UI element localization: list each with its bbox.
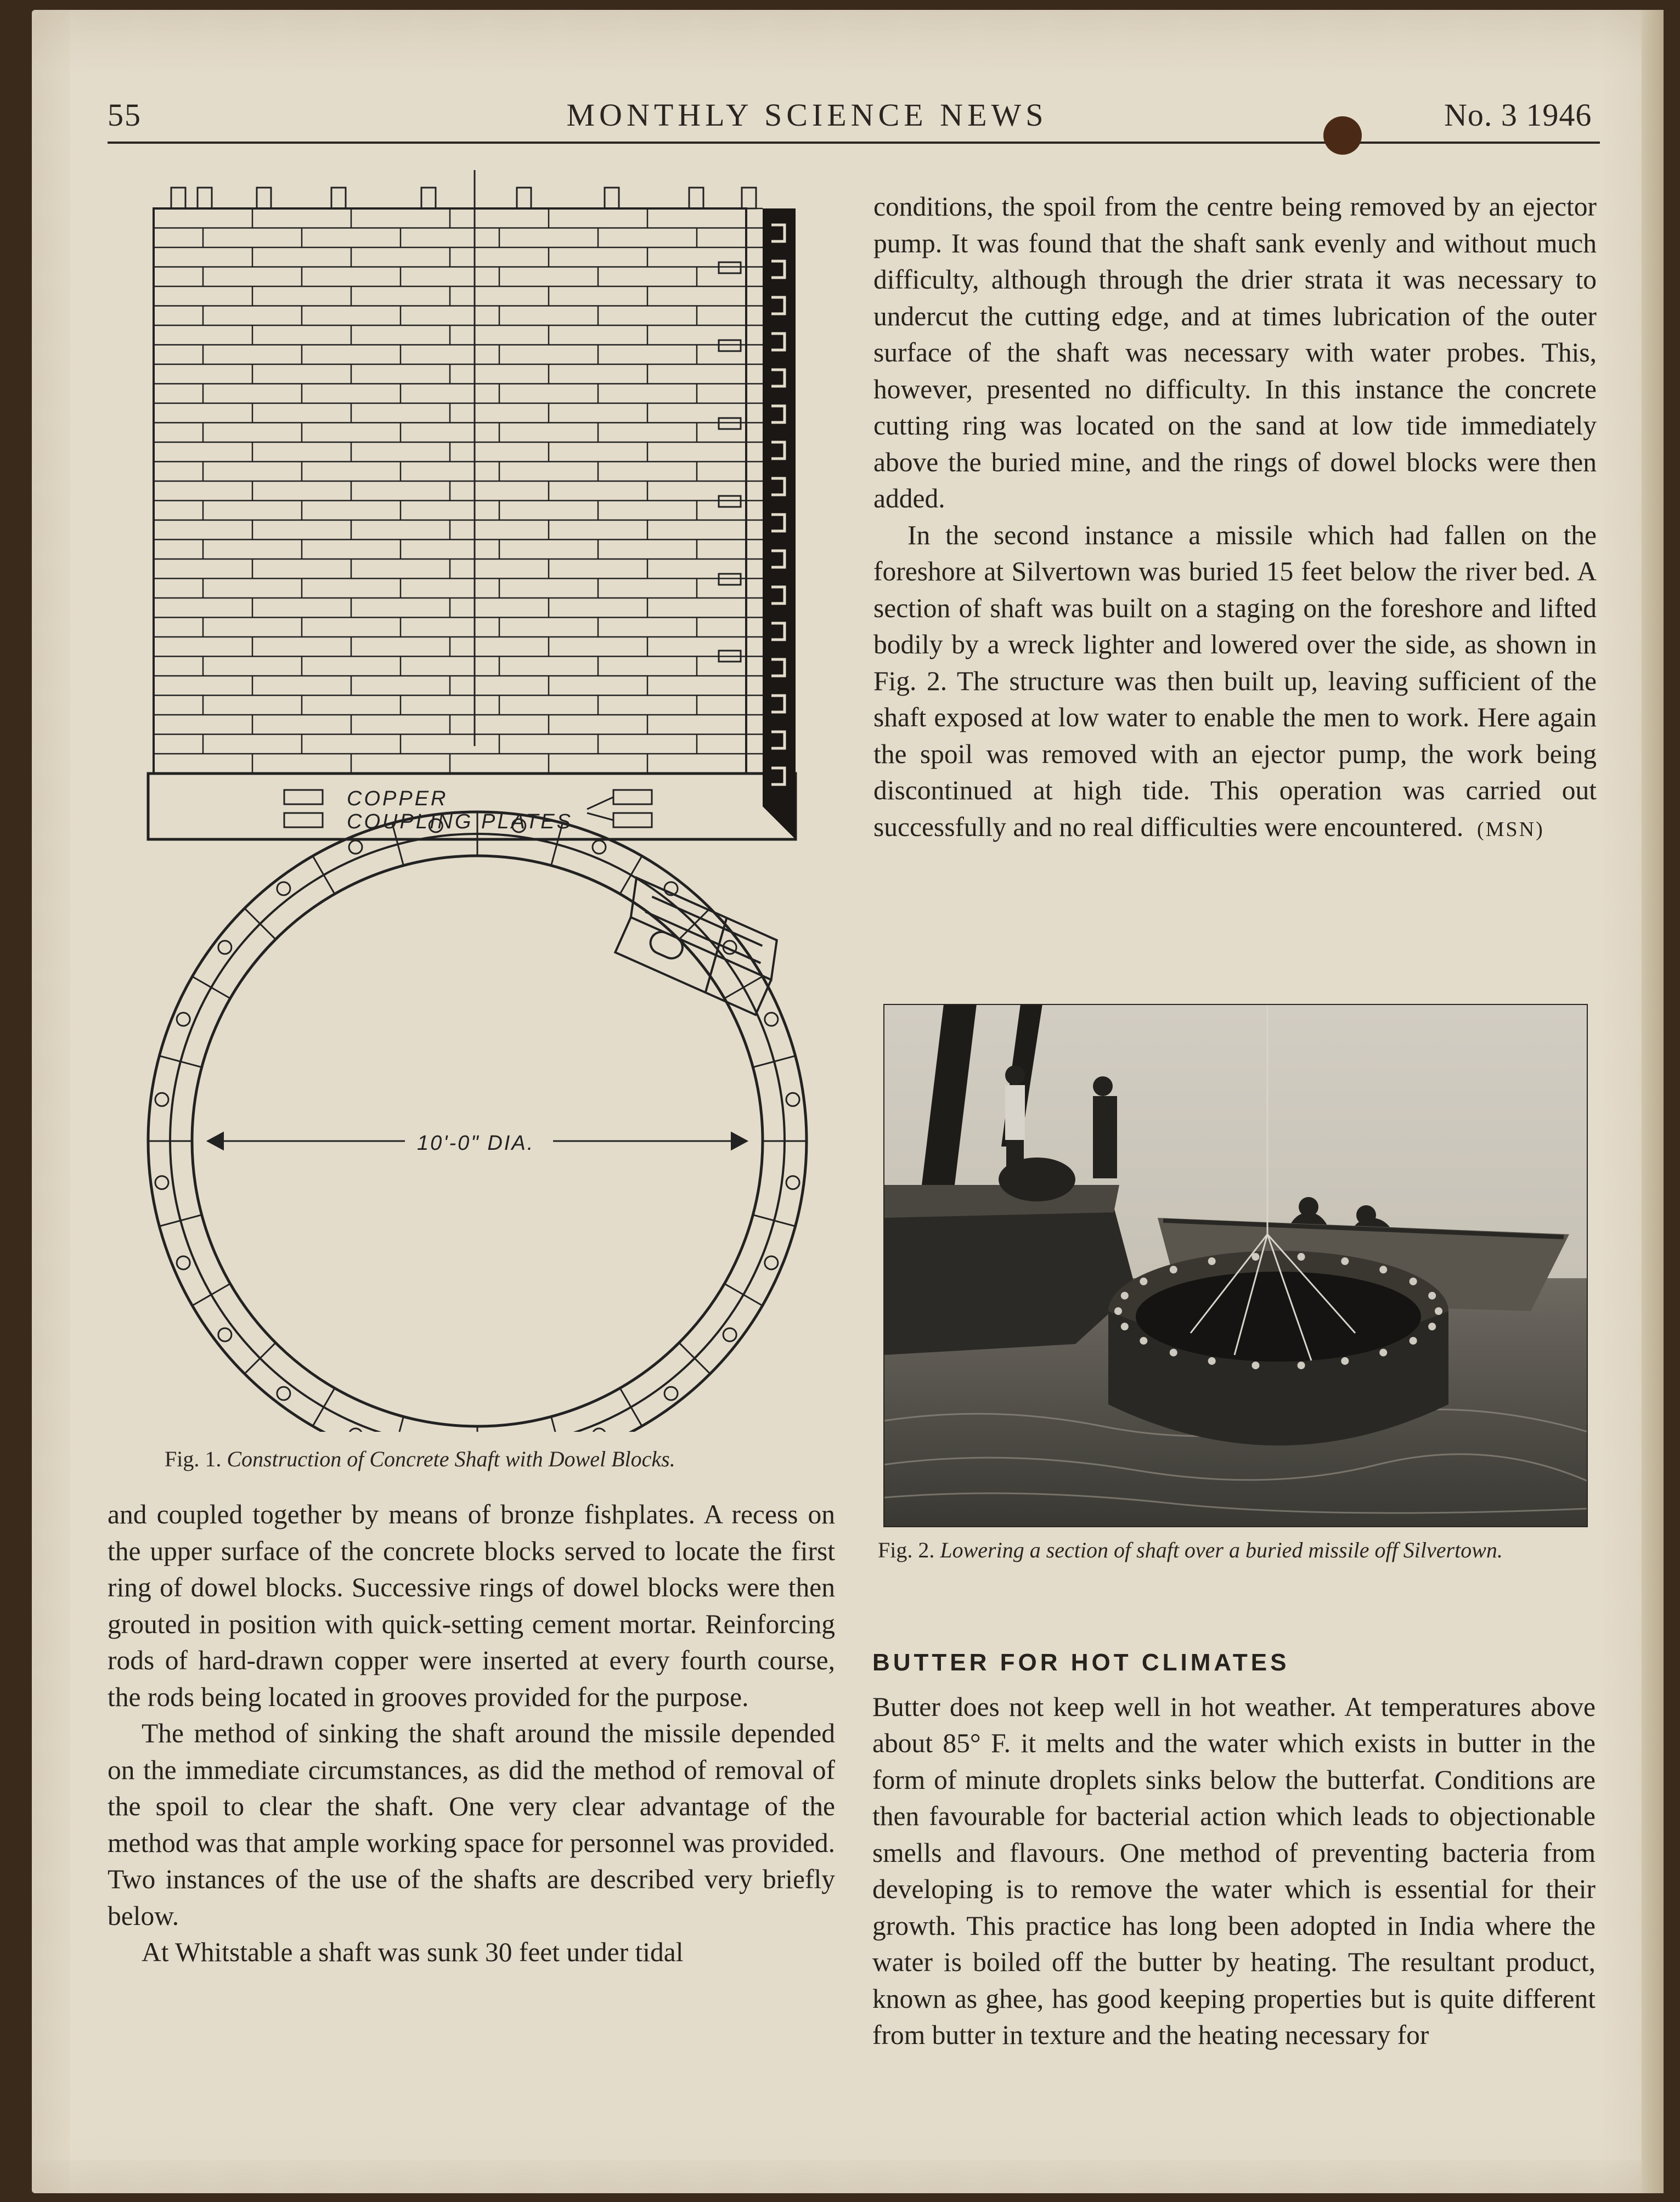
issue-number: No. 3 1946 — [1444, 97, 1592, 133]
figure-1-caption — [165, 1446, 675, 1472]
page-edge — [1642, 10, 1664, 2193]
label-copper: COPPER — [347, 787, 448, 810]
figure-1-caption-text: Construction of Concrete Shaft with Dowel Blocks. — [227, 1447, 675, 1471]
figure-2-caption-text: Lowering a section of shaft over a buried missile off Silvertown. — [940, 1538, 1503, 1562]
butter-paragraph-1: Butter does not keep well in hot weather. At temperatures above about 85° F. it melts and the water which exists in butter in the form of minute droplets sinks below the butterfat. Conditions are then favourable for bacterial action which leads to objectionable smells and flavours. One method of preventing bacteria from developing is to remove the water which is essential for their growth. This practice has long been adopted in India where the water is boiled off the butter by heating. The resultant product, known as ghee, has good keeping properties but is quite different from butter in texture and the heating necessary for — [872, 1691, 1596, 2050]
left-paragraph-1: and coupled together by means of bronze fishplates. A recess on the upper surface of the concrete blocks served to locate the first ring of dowel blocks. Successive rings of dowel blocks were then grouted in position with quick-setting cement mortar. Reinforcing rods of hard-drawn copper were inserted at every fourth course, the rods being located in grooves provided for the purpose. — [108, 1499, 835, 1712]
left-column — [108, 1497, 835, 1971]
dowel-block-detail — [605, 878, 787, 1015]
label-diameter: 10'-0" DIA. — [417, 1132, 535, 1155]
journal-title: MONTHLY SCIENCE NEWS — [566, 97, 1048, 133]
label-coupling-plates: COUPLING PLATES — [347, 810, 573, 833]
header-rule — [108, 142, 1600, 144]
butter-article — [872, 1645, 1596, 2054]
article-heading: BUTTER FOR HOT CLIMATES — [872, 1649, 1290, 1676]
left-paragraph-3: At Whitstable a shaft was sunk 30 feet under tidal — [142, 1937, 684, 1967]
figure-2-caption — [878, 1537, 1503, 1563]
right-paragraph-2 — [873, 517, 1597, 848]
left-paragraph-2: The method of sinking the shaft around the missile depended on the immediate circumstances, as did the method of removal of the spoil to clear the shaft. One very clear advantage of the method was that ample working space for personnel was provided. Two instances of the use of the shafts are described very briefly below. — [108, 1718, 835, 1931]
figure-1-drawing — [143, 170, 823, 1432]
brickwork-courses — [154, 208, 763, 773]
right-column-top — [873, 189, 1597, 848]
page-number: 55 — [108, 97, 142, 133]
figure-2-number: Fig. 2. — [878, 1538, 935, 1562]
figure-2-photo — [883, 1004, 1588, 1527]
figure-1-number: Fig. 1. — [165, 1447, 222, 1471]
parapet — [171, 188, 756, 208]
ink-blot — [1323, 116, 1362, 155]
source-tag: (MSN) — [1477, 817, 1544, 841]
right-paragraph-2-text: In the second instance a missile which had fallen on the foreshore at Silvertown was buried 15 feet below the river bed. A section of shaft was built on a staging on the foreshore and lifted bodily by a wreck lighter and lowered over the side, as shown in Fig. 2. The structure was then built up, leaving sufficient of the shaft exposed at low water to enable the men to work. Here again the spoil was removed with an ejector pump, the work being discontinued at high tide. This operation was carried out successfully and no real difficulties were encountered. — [873, 520, 1597, 842]
right-paragraph-1: conditions, the spoil from the centre being removed by an ejector pump. It was found that the shaft sank evenly and without much difficulty, although through the drier strata it was necessary to undercut the cutting edge, and at times lubrication of the outer surface of the shaft was necessary with water probes. This, however, presented no difficulty. In this instance the concrete cutting ring was located on the sand at low tide immediately above the buried mine, and the rings of dowel blocks were then added. — [873, 191, 1597, 513]
